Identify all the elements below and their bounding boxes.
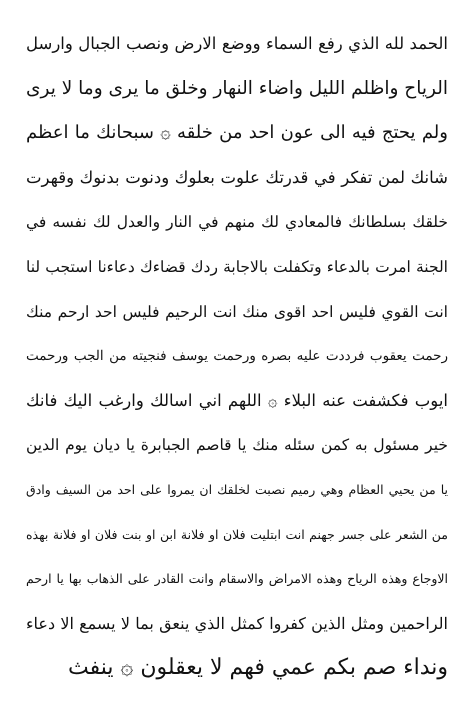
text-line-8: رحمت يعقوب فرددت عليه بصره ورحمت يوسف فنجيته من الجب ورحمت [26, 348, 448, 365]
arabic-prayer-text [26, 22, 448, 691]
text-line-5: خلقك بسلطانك فالمعادي لك منهم في النار والعدل لك نفسه في [26, 213, 448, 232]
text-line-2: الرياح واظلم الليل واضاء النهار وخلق ما يرى وما لا يرى [26, 77, 448, 99]
text-line-4: شانك لمن تفكر في قدرتك علوت بعلوك ودنوت بدنوك وقهرت [26, 167, 448, 187]
text-line-9: ايوب فكشفت عنه البلاء ۞ اللهم اني اسالك وارغب اليك فانك [26, 390, 448, 410]
text-line-12: من الشعر على جسر جهنم انت ابتليت فلان او فلانة ابن او بنت فلان او فلانة بهذه [26, 526, 448, 542]
text-line-1: الحمد لله الذي رفع السماء ووضع الارض ونصب الجبال وارسل [26, 34, 448, 53]
text-line-15: ونداء صم بكم عمي فهم لا يعقلون ۞ ينفث [67, 655, 448, 681]
text-line-14: الراحمين ومثل الذين كفروا كمثل الذي ينعق بما لا يسمع الا دعاء [26, 613, 448, 633]
text-line-13: الاوجاع وهذه الرياح وهذه الامراض والاسقام وانت القادر على الذهاب بها يا ارحم [26, 571, 448, 587]
text-line-6: الجنة امرت بالدعاء وتكفلت بالاجابة ردك قضاءك دعاءنا استجب لنا [26, 257, 448, 276]
text-line-10: خير مسئول به كمن سئله منك يا قاصم الجبابرة يا ديان يوم الدين [26, 436, 448, 455]
text-line-11: يا من يحيي العظام وهي رميم نصبت لخلقك ان يمروا على احد من السيف وادق [26, 481, 448, 497]
text-line-3: ولم يحتج فيه الى عون احد من خلقه ۞ سبحانك ما اعظم [26, 122, 448, 144]
text-line-7: انت القوي فليس احد اقوى منك انت الرحيم فليس احد ارحم منك [26, 302, 448, 321]
